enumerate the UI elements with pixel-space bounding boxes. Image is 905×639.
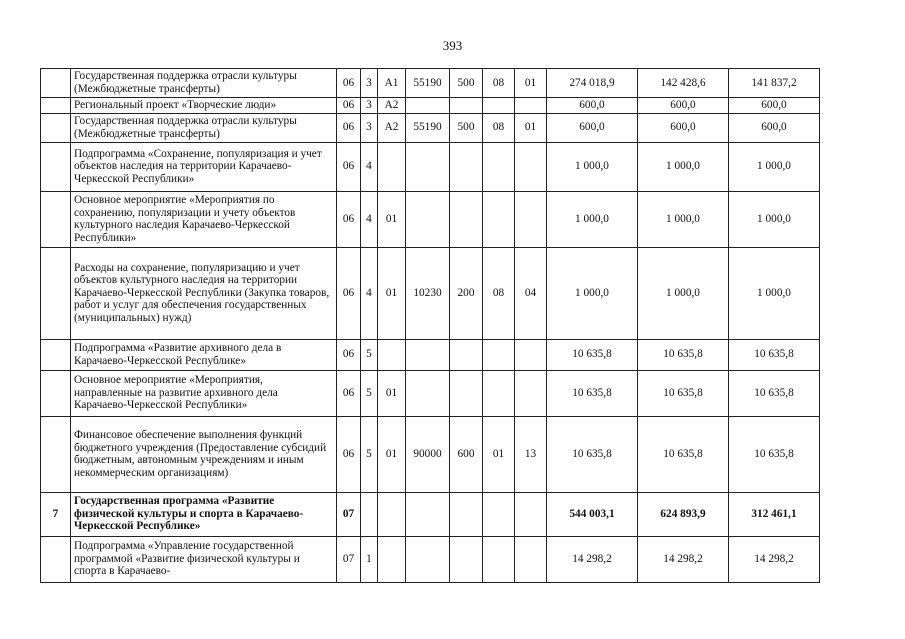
row-number: 7 [41, 492, 71, 536]
amount-year-1: 600,0 [547, 113, 638, 142]
code-section-2 [483, 536, 515, 582]
code-subsection [515, 492, 547, 536]
row-number [41, 113, 71, 142]
code-section: 06 [337, 247, 361, 339]
row-number [41, 142, 71, 191]
code-section-2 [483, 191, 515, 247]
code-expense-type [450, 339, 483, 370]
code-subprogram: 3 [361, 69, 378, 98]
code-section: 06 [337, 142, 361, 191]
code-expense-type: 200 [450, 247, 483, 339]
code-subprogram: 3 [361, 98, 378, 114]
amount-year-3: 141 837,2 [729, 69, 820, 98]
amount-year-2: 1 000,0 [638, 142, 729, 191]
table-row [41, 492, 820, 536]
code-event [378, 339, 406, 370]
page-number: 393 [442, 38, 463, 53]
amount-year-3: 312 461,1 [729, 492, 820, 536]
amount-year-2: 10 635,8 [638, 339, 729, 370]
code-direction: 90000 [406, 416, 450, 492]
code-direction: 55190 [406, 69, 450, 98]
code-subsection: 01 [515, 113, 547, 142]
code-section: 06 [337, 339, 361, 370]
code-section-2 [483, 339, 515, 370]
code-subprogram: 3 [361, 113, 378, 142]
amount-year-3: 1 000,0 [729, 247, 820, 339]
code-section-2: 08 [483, 113, 515, 142]
code-expense-type [450, 191, 483, 247]
amount-year-2: 624 893,9 [638, 492, 729, 536]
code-event: А1 [378, 69, 406, 98]
row-number [41, 98, 71, 114]
code-section: 07 [337, 536, 361, 582]
code-section-2 [483, 142, 515, 191]
code-section-2: 08 [483, 247, 515, 339]
code-section-2 [483, 492, 515, 536]
amount-year-3: 10 635,8 [729, 416, 820, 492]
code-direction [406, 370, 450, 416]
amount-year-2: 600,0 [638, 98, 729, 114]
code-section-2: 01 [483, 416, 515, 492]
code-subsection [515, 98, 547, 114]
amount-year-1: 10 635,8 [547, 339, 638, 370]
code-section-2 [483, 370, 515, 416]
code-expense-type [450, 370, 483, 416]
code-event: 01 [378, 370, 406, 416]
row-name: Подпрограмма «Развитие архивного дела в Карачаево-Черкесской Республике» [71, 339, 337, 370]
code-subprogram: 1 [361, 536, 378, 582]
row-number [41, 69, 71, 98]
row-number [41, 191, 71, 247]
row-number [41, 339, 71, 370]
row-name: Государственная программа «Развитие физической культуры и спорта в Карачаево-Черкесской Республике» [71, 492, 337, 536]
row-number [41, 247, 71, 339]
code-subprogram: 4 [361, 247, 378, 339]
code-direction [406, 142, 450, 191]
code-direction [406, 492, 450, 536]
code-section: 07 [337, 492, 361, 536]
row-name: Расходы на сохранение, популяризацию и учет объектов культурного наследия на территории Карачаево-Черкесской Республики (Закупка товаров, работ и услуг для обеспечения государственных (муниципальных) нужд) [71, 247, 337, 339]
code-expense-type [450, 492, 483, 536]
code-subprogram: 5 [361, 339, 378, 370]
row-name: Региональный проект «Творческие люди» [71, 98, 337, 114]
row-name: Государственная поддержка отрасли культуры (Межбюджетные трансферты) [71, 69, 337, 98]
amount-year-3: 1 000,0 [729, 191, 820, 247]
table-row [41, 339, 820, 370]
code-direction: 10230 [406, 247, 450, 339]
code-section: 06 [337, 69, 361, 98]
row-number [41, 536, 71, 582]
code-section: 06 [337, 416, 361, 492]
table-row [41, 98, 820, 114]
table-row [41, 416, 820, 492]
code-expense-type: 600 [450, 416, 483, 492]
code-direction [406, 98, 450, 114]
table-row [41, 113, 820, 142]
code-section: 06 [337, 370, 361, 416]
code-section-2: 08 [483, 69, 515, 98]
code-expense-type [450, 536, 483, 582]
amount-year-2: 14 298,2 [638, 536, 729, 582]
row-name: Основное мероприятие «Мероприятия по сохранению, популяризации и учету объектов культурного наследия Карачаево-Черкесской Республики» [71, 191, 337, 247]
code-event: А2 [378, 113, 406, 142]
table-row [41, 69, 820, 98]
amount-year-2: 1 000,0 [638, 191, 729, 247]
row-number [41, 416, 71, 492]
amount-year-3: 10 635,8 [729, 370, 820, 416]
code-subprogram: 4 [361, 191, 378, 247]
row-name: Подпрограмма «Управление государственной программой «Развитие физической культуры и спорта в Карачаево- [71, 536, 337, 582]
code-event [378, 492, 406, 536]
amount-year-3: 600,0 [729, 113, 820, 142]
amount-year-1: 10 635,8 [547, 416, 638, 492]
amount-year-3: 1 000,0 [729, 142, 820, 191]
amount-year-2: 1 000,0 [638, 247, 729, 339]
row-name: Подпрограмма «Сохранение, популяризация и учет объектов наследия на территории Карачаево-Черкесской Республики» [71, 142, 337, 191]
row-number [41, 370, 71, 416]
code-event: 01 [378, 191, 406, 247]
code-direction [406, 339, 450, 370]
code-subsection [515, 536, 547, 582]
code-expense-type: 500 [450, 69, 483, 98]
table-row [41, 142, 820, 191]
amount-year-1: 1 000,0 [547, 142, 638, 191]
amount-year-2: 10 635,8 [638, 416, 729, 492]
amount-year-1: 1 000,0 [547, 247, 638, 339]
amount-year-1: 544 003,1 [547, 492, 638, 536]
code-subsection [515, 339, 547, 370]
code-subprogram: 4 [361, 142, 378, 191]
amount-year-3: 14 298,2 [729, 536, 820, 582]
amount-year-1: 600,0 [547, 98, 638, 114]
code-event: 01 [378, 416, 406, 492]
table-row [41, 247, 820, 339]
code-subsection [515, 191, 547, 247]
amount-year-3: 600,0 [729, 98, 820, 114]
code-subprogram: 5 [361, 416, 378, 492]
row-name: Финансовое обеспечение выполнения функций бюджетного учреждения (Предоставление субсидий бюджетным, автономным учреждениям и иным некоммерческим организациям) [71, 416, 337, 492]
code-direction [406, 191, 450, 247]
amount-year-1: 1 000,0 [547, 191, 638, 247]
amount-year-2: 142 428,6 [638, 69, 729, 98]
table-row [41, 370, 820, 416]
code-event [378, 536, 406, 582]
table-row [41, 191, 820, 247]
amount-year-1: 14 298,2 [547, 536, 638, 582]
code-direction: 55190 [406, 113, 450, 142]
amount-year-2: 10 635,8 [638, 370, 729, 416]
row-name: Основное мероприятие «Мероприятия, направленные на развитие архивного дела Карачаево-Черкесской Республики» [71, 370, 337, 416]
amount-year-2: 600,0 [638, 113, 729, 142]
code-section-2 [483, 98, 515, 114]
code-expense-type [450, 98, 483, 114]
table-body [41, 69, 820, 583]
code-section: 06 [337, 191, 361, 247]
code-subprogram [361, 492, 378, 536]
amount-year-1: 10 635,8 [547, 370, 638, 416]
budget-table [40, 68, 820, 583]
code-event: 01 [378, 247, 406, 339]
amount-year-1: 274 018,9 [547, 69, 638, 98]
code-event: А2 [378, 98, 406, 114]
code-subsection: 04 [515, 247, 547, 339]
code-direction [406, 536, 450, 582]
code-subsection: 01 [515, 69, 547, 98]
code-section: 06 [337, 113, 361, 142]
amount-year-3: 10 635,8 [729, 339, 820, 370]
code-section: 06 [337, 98, 361, 114]
code-subprogram: 5 [361, 370, 378, 416]
code-subsection [515, 142, 547, 191]
code-subsection: 13 [515, 416, 547, 492]
code-event [378, 142, 406, 191]
code-subsection [515, 370, 547, 416]
code-expense-type: 500 [450, 113, 483, 142]
code-expense-type [450, 142, 483, 191]
row-name: Государственная поддержка отрасли культуры (Межбюджетные трансферты) [71, 113, 337, 142]
table-row [41, 536, 820, 582]
